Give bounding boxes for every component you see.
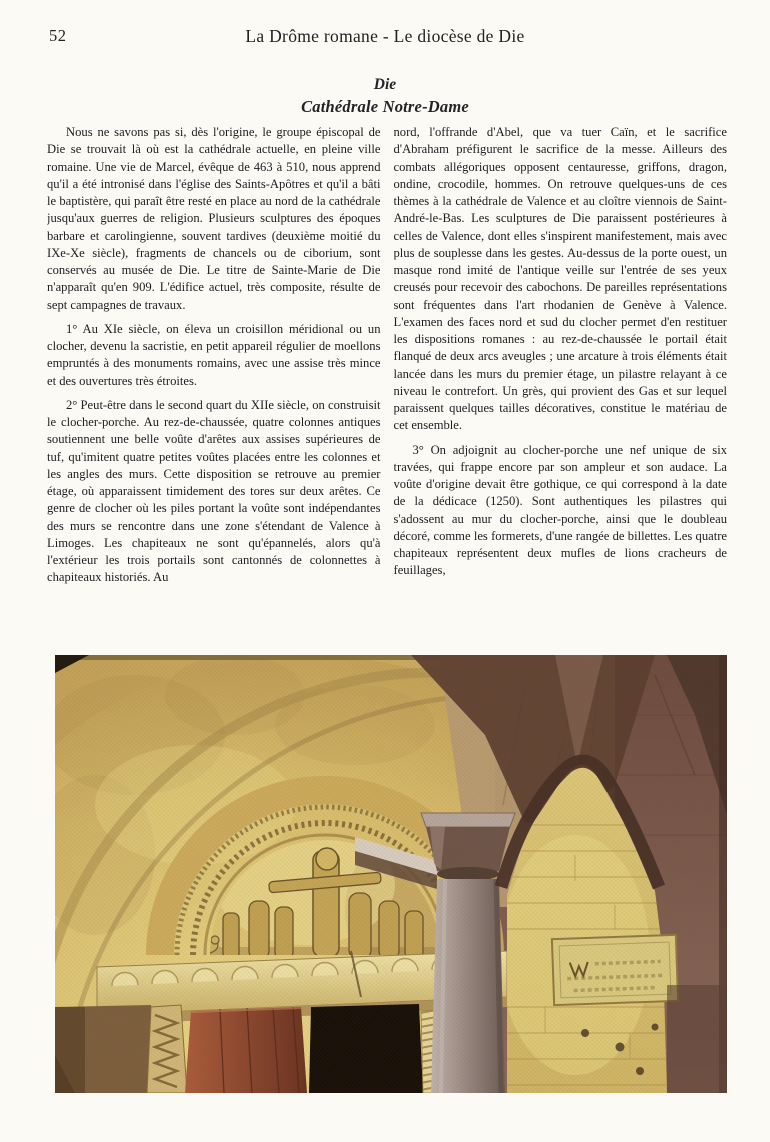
paragraph-campaign-2: 2° Peut-être dans le second quart du XIIe siècle, on construisit le clocher-porche. Au rez-de-chaussée, quatre colonnes antiques soutiennent une belle voûte d'arêtes aux assises supérieures de tuf, qu'imitent quatre petites voûtes placées entre les colonnes et les angles des murs. Cette disposition se retrouve au premier étage, où apparaissent timidement des tores sur deux arêtes. Ce genre de clocher où les piles portant la voûte sont indépendantes des murs se rencontre dans une zone s'étendant de Valence à Limoges. Les chapiteaux ne sont qu'épannelés, alors qu'à l'extérieur les trois portails sont cantonnés de colonnettes à chapiteaux historiés. Au: [47, 397, 381, 585]
photo-dark-opening: [309, 1004, 423, 1093]
article-columns: [47, 124, 727, 646]
right-column: [394, 124, 728, 646]
photo-doorway: [55, 1001, 469, 1093]
left-column: [47, 124, 381, 646]
portal-photo: [55, 655, 727, 1093]
paragraph-campaign-3: 3° On adjoignit au clocher-porche une nef unique de six travées, qui frappe encore par son ampleur et son audace. La voûte d'origine devait être gothique, ce qui correspond à la date de la dédicace (1250). Sont authentiques les pilastres qui s'adossent au mur du clocher-porche, ainsi que le doubleau décoré, comme les formerets, d'une rangée de billettes. Les quatre chapiteaux représentent deux mufles de lions cracheurs de feuillages,: [393, 442, 727, 578]
photo-column: [421, 813, 515, 1093]
heading-monument: Cathédrale Notre-Dame: [301, 97, 469, 116]
paragraph-campaign-1: 1° Au XIe siècle, on éleva un croisillon méridional ou un clocher, devenu la sacristie, en petit appareil régulier de moellons empruntés à des monuments romains, avec une assise très mince et des ouvertures très étroites.: [47, 321, 381, 388]
portal-photo-illustration: [55, 655, 727, 1093]
photo-wooden-door: [185, 1007, 307, 1093]
photo-inscription-plaque: [552, 935, 678, 1005]
paragraph-intro: Nous ne savons pas si, dès l'origine, le groupe épiscopal de Die se trouvait là où est la cathédrale actuelle, en pleine ville romaine. Une vie de Marcel, évêque de 463 à 510, nous apprend qu'il a été intronisé dans l'église des Saints-Apôtres et qu'il a bâti le baptistère, qui paraît être resté en place au nord de la cathédrale jusqu'aux guerres de religion. Plusieurs sculptures des époques barbare et carolingienne, souvent tardives (deuxième moitié du IXe-Xe siècle), fragments de chancels ou de ciborium, sont conservés au musée de Die. Le titre de Sainte-Marie de Die n'apparaît qu'en 909. L'édifice actuel, très composite, résulte de sept campagnes de travaux.: [47, 125, 381, 312]
running-title: La Drôme romane - Le diocèse de Die: [245, 26, 525, 46]
paragraph-campaign-2-continued: nord, l'offrande d'Abel, que va tuer Caïn, et le sacrifice d'Abraham préfigurent le sacrifice de la messe. Ailleurs des combats allégoriques opposent centauresse, griffons, dragon, ondine, crocodile, hommes. On retrouve quelques-uns de ces thèmes à la cathédrale de Valence et au cloître viennois de Saint-André-le-Bas. Les sculptures de Die paraissent postérieures à celles de Valence, dont elles s'inspirent manifestement, mais avec plus de souplesse dans les gestes. Au-dessus de la porte ouest, un masque rond imité de l'antique veille sur l'entrée de ses yeux creusés pour recevoir des cabochons. De pareilles représentations sont fréquentes dans l'art rhodanien de Genève à Valence. L'examen des faces nord et sud du clocher permet d'en restituer les dispositions romanes : au rez-de-chaussée le portail était flanqué de deux arcs aveugles ; une arcature à trois éléments était lancée dans les murs du premier étage, un pilastre relayant à ce niveau le contrefort. Un grès, qui provient des Gas et sur lequel paraissent quelques tailles décoratives, constitue le matériau de cet ensemble.: [393, 125, 727, 433]
page-number: 52: [49, 26, 67, 45]
photo-corner-shadow-right: [667, 985, 727, 1093]
heading-place: Die: [373, 76, 397, 93]
